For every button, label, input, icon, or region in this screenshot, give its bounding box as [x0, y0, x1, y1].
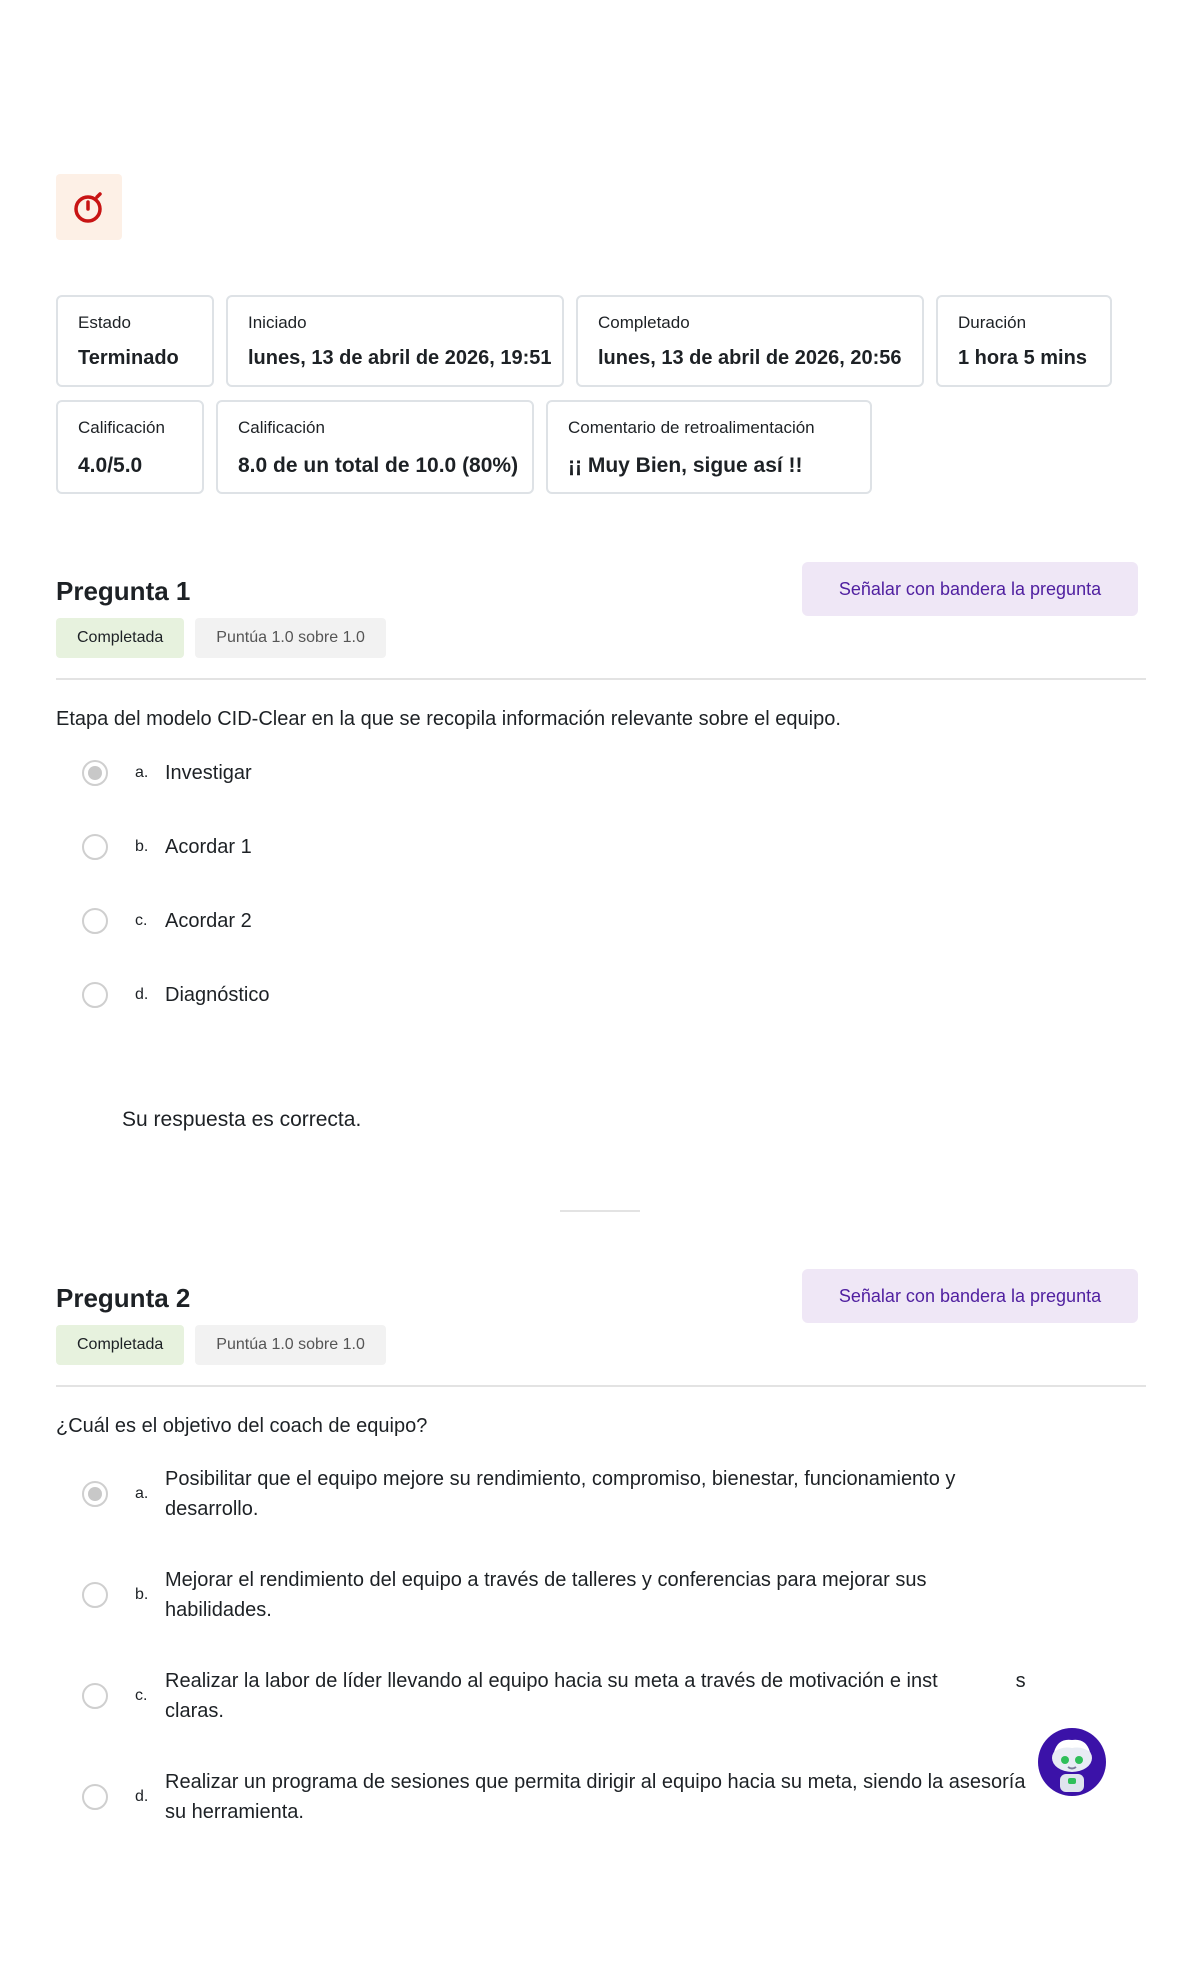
summary-label: Duración: [958, 313, 1027, 332]
answer-text-line: Realizar la labor de líder llevando al equipo hacia su meta a través de motivación e inst: [165, 1670, 938, 1692]
quiz-timer-badge: [56, 174, 122, 240]
summary-card-iniciado: [226, 295, 564, 387]
answer-option-b[interactable]: [82, 1565, 1152, 1625]
radio-selected-dot: [88, 1487, 102, 1501]
summary-card-comentario: [546, 400, 872, 494]
answer-text-line: habilidades.: [165, 1599, 272, 1621]
answer-option-d[interactable]: [82, 1767, 1152, 1827]
answer-letter: c.: [135, 1687, 148, 1704]
answer-option-d[interactable]: [82, 980, 1152, 1010]
answer-letter: c.: [135, 912, 148, 929]
status-badge: Completada: [56, 1325, 184, 1365]
answer-text: [165, 1464, 955, 1524]
flag-question-button[interactable]: Señalar con bandera la pregunta: [802, 1269, 1138, 1323]
answer-letter: d.: [135, 986, 149, 1003]
summary-value: lunes, 13 de abril de 2026, 20:56: [598, 347, 902, 369]
summary-label: Comentario de retroalimentación: [568, 418, 815, 437]
summary-value: 1 hora 5 mins: [958, 347, 1087, 369]
answer-feedback: Su respuesta es correcta.: [122, 1108, 362, 1131]
answer-letter: b.: [135, 1586, 149, 1603]
question-divider: [56, 678, 1146, 680]
question-title: Pregunta 2: [56, 1283, 191, 1313]
robot-avatar-icon: [1038, 1728, 1106, 1796]
radio-selected-dot: [88, 766, 102, 780]
answer-text: Diagnóstico: [165, 984, 270, 1006]
question-divider: [56, 1385, 1146, 1387]
answer-text-line: claras.: [165, 1700, 224, 1722]
radio-button[interactable]: [82, 908, 108, 934]
radio-button[interactable]: [82, 1683, 108, 1709]
answer-option-b[interactable]: [82, 832, 1152, 862]
flag-question-button[interactable]: Señalar con bandera la pregunta: [802, 562, 1138, 616]
summary-value: 4.0/5.0: [78, 454, 143, 477]
summary-card-calificacion-puntos: [56, 400, 204, 494]
answer-option-c[interactable]: [82, 906, 1152, 936]
question-badges: [56, 618, 386, 658]
answer-letter: a.: [135, 764, 149, 781]
answer-letter: a.: [135, 1485, 149, 1502]
question-text: Etapa del modelo CID-Clear en la que se recopila información relevante sobre el equipo.: [56, 708, 841, 730]
answer-letter: d.: [135, 1788, 149, 1805]
summary-label: Completado: [598, 313, 690, 332]
summary-label: Calificación: [78, 418, 165, 437]
summary-card-duracion: [936, 295, 1112, 387]
summary-label: Calificación: [238, 418, 325, 437]
attempt-summary-row-1: [56, 295, 1112, 387]
radio-button[interactable]: [82, 1784, 108, 1810]
summary-value: ¡¡ Muy Bien, sigue así !!: [568, 454, 803, 477]
summary-label: Estado: [78, 313, 131, 332]
answer-text: Investigar: [165, 762, 252, 784]
answer-text-line: Mejorar el rendimiento del equipo a través de talleres y conferencias para mejorar sus: [165, 1569, 927, 1591]
summary-card-estado: [56, 295, 214, 387]
answer-option-c[interactable]: [82, 1666, 1152, 1726]
radio-button[interactable]: [82, 1582, 108, 1608]
summary-value: 8.0 de un total de 10.0 (80%): [238, 454, 519, 477]
score-badge: Puntúa 1.0 sobre 1.0: [195, 618, 386, 658]
chatbot-assistant-button[interactable]: [1038, 1728, 1106, 1796]
summary-card-completado: [576, 295, 924, 387]
answer-letter: b.: [135, 838, 149, 855]
answer-text: [165, 1666, 1026, 1726]
question-badges: [56, 1325, 386, 1365]
summary-card-calificacion-total: [216, 400, 534, 494]
answer-text-line: Realizar un programa de sesiones que permita dirigir al equipo hacia su meta, siendo la asesoría: [165, 1771, 1026, 1793]
radio-button[interactable]: [82, 834, 108, 860]
answer-option-a[interactable]: [82, 1464, 1152, 1524]
answer-text: Acordar 1: [165, 836, 252, 858]
answer-text: [165, 1565, 927, 1625]
question-title: Pregunta 1: [56, 576, 191, 606]
answer-text-line: Posibilitar que el equipo mejore su rendimiento, compromiso, bienestar, funcionamiento y: [165, 1468, 956, 1490]
summary-value: Terminado: [78, 347, 179, 369]
summary-label: Iniciado: [248, 313, 307, 332]
question-text: ¿Cuál es el objetivo del coach de equipo?: [56, 1415, 428, 1437]
answer-text: [165, 1767, 1025, 1827]
question-separator: [560, 1210, 640, 1212]
summary-value: lunes, 13 de abril de 2026, 19:51: [248, 347, 552, 369]
answer-text: Acordar 2: [165, 910, 252, 932]
radio-button[interactable]: [82, 1481, 108, 1507]
attempt-summary-row-2: [56, 400, 872, 494]
answer-option-a[interactable]: [82, 758, 1152, 788]
answer-text-line: su herramienta.: [165, 1801, 304, 1823]
status-badge: Completada: [56, 618, 184, 658]
radio-button[interactable]: [82, 760, 108, 786]
stopwatch-icon: [71, 189, 107, 225]
answer-text-line: desarrollo.: [165, 1498, 259, 1520]
score-badge: Puntúa 1.0 sobre 1.0: [195, 1325, 386, 1365]
answer-text-line-end: s: [1015, 1670, 1026, 1692]
radio-button[interactable]: [82, 982, 108, 1008]
